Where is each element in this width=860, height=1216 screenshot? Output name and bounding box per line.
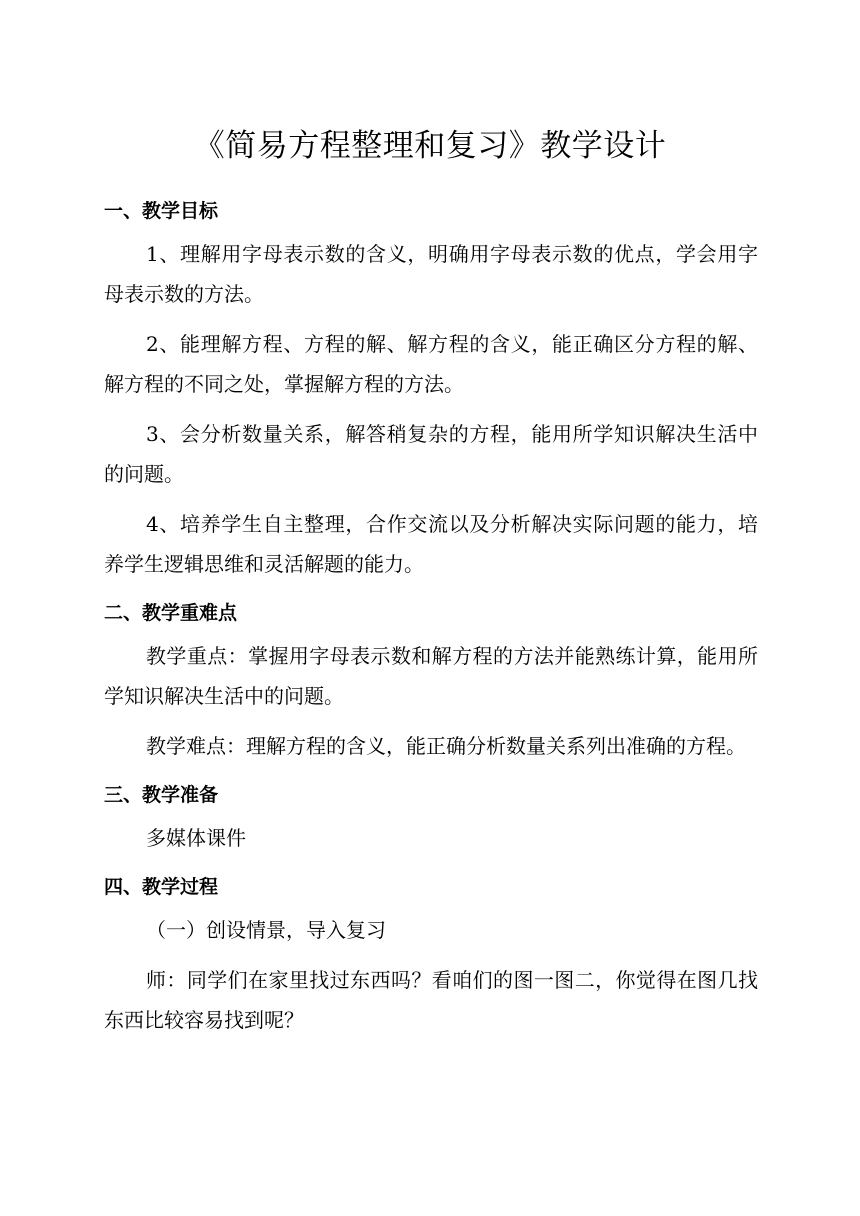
paragraph: 教学重点：掌握用字母表示数和解方程的方法并能熟练计算，能用所学知识解决生活中的问题。	[104, 644, 758, 708]
section-process	[104, 874, 758, 1040]
subsection-heading: （一）创设情景，导入复习	[146, 918, 386, 942]
paragraph: 1、理解用字母表示数的含义，明确用字母表示数的优点，学会用字母表示数的方法。	[104, 242, 758, 306]
paragraph: 多媒体课件	[146, 826, 246, 850]
document-title: 《简易方程整理和复习》教学设计	[193, 128, 667, 164]
section-key-points	[104, 600, 758, 766]
paragraph: 2、能理解方程、方程的解、解方程的含义，能正确区分方程的解、解方程的不同之处，掌握解方程的方法。	[104, 332, 758, 396]
document-body	[104, 198, 758, 1040]
section-objectives	[104, 198, 758, 584]
paragraph: 师：同学们在家里找过东西吗？看咱们的图一图二，你觉得在图几找东西比较容易找到呢？	[104, 968, 758, 1032]
section-preparation	[104, 782, 758, 858]
section-heading: 三、教学准备	[104, 784, 219, 806]
paragraph: 3、会分析数量关系，解答稍复杂的方程，能用所学知识解决生活中的问题。	[104, 422, 758, 486]
section-heading: 二、教学重难点	[104, 602, 238, 624]
section-heading: 一、教学目标	[104, 200, 219, 222]
section-heading: 四、教学过程	[104, 876, 219, 898]
paragraph: 4、培养学生自主整理，合作交流以及分析解决实际问题的能力，培养学生逻辑思维和灵活解题的能力。	[104, 512, 758, 576]
paragraph: 教学难点：理解方程的含义，能正确分析数量关系列出准确的方程。	[146, 734, 746, 758]
